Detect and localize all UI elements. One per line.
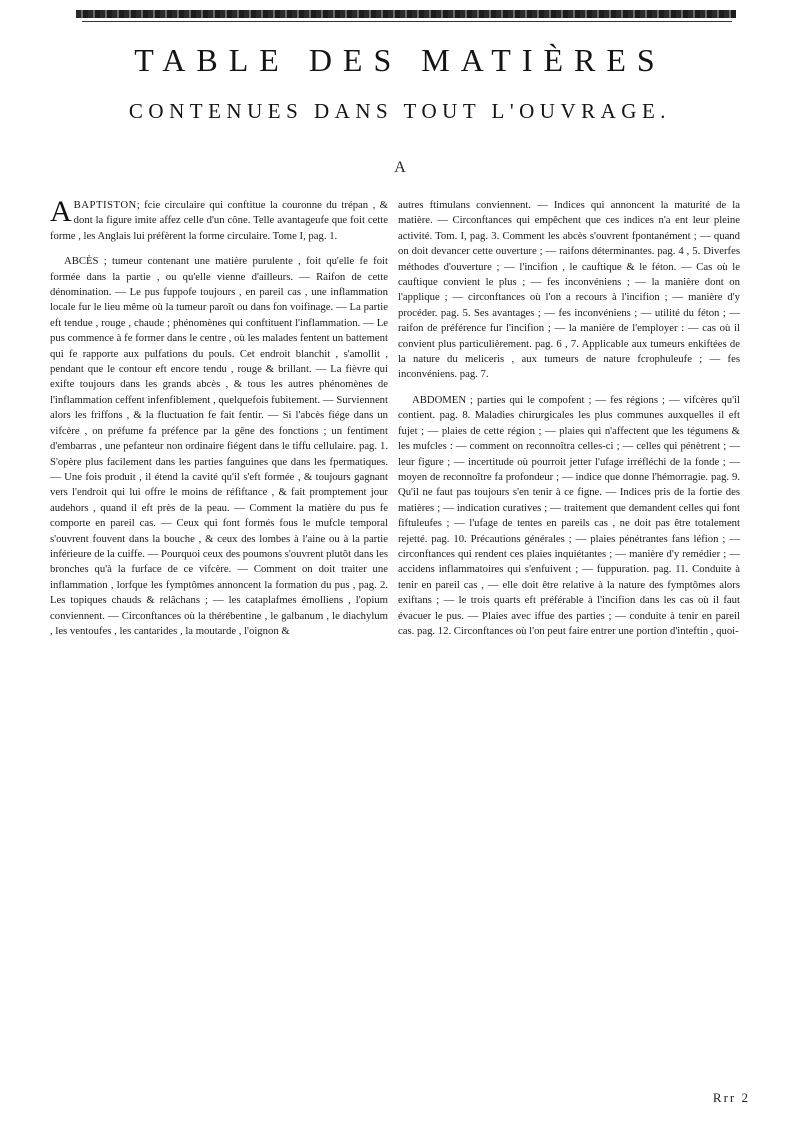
entry-headword: BAPTISTON	[73, 199, 137, 211]
thin-rule	[82, 21, 732, 22]
left-column	[50, 198, 388, 1108]
entry-text: ; fcie circulaire qui conftitue la couronne du trépan , & dont la figure imite affez celle d'un cône. Telle avantageufe que foit cette forme , les Anglais lui préfèrent la forme circulaire. Tome I, pag. 1.	[50, 199, 388, 242]
section-letter: A	[394, 159, 406, 176]
entry-abdomen: ABDOMEN ; parties qui le compofent ; — fes régions ; — vifcères qu'il contient. pag. 8. Maladies chirurgicales les plus communes auxquelles il eft fujet ; — plaies de cette région ; — plaies qui n'affectent que les tégumens & les mufcles : — comment on reconnoîtra celles-ci ; — celles qui pénètrent ; — leur figure ; — incertitude où pourroit jetter l'ufage irréfléchi de la fonde ; — moyen de reconnoître fa profondeur ; — indice que donne l'hémorragie. pag. 9. Qu'il ne faut pas toujours s'en tenir à ce figne. — Indices pris de la fortie des matières ; — indication curatives ; — traitement que demandent celles qui font fiftuleufes ; — l'ufage de tentes en pareils cas , ne doit pas être totalement rejetté. pag. 10. Précautions générales ; — plaies pénétrantes fans léfion ; — circonftances qui rendent ces plaies inquiétantes ; — manière d'y remédier ; — accidens inflammatoires qui s'enfuivent ; — fuppuration. pag. 11. Conduite à tenir en pareil cas , — elle doit être relative à la nature des fymptômes alors exiftans ; — le trois quarts eft préférable à l'incifion dans les cas où il faut évacuer le pus. — Plaies avec iffue des parties ; — conduite à tenir en pareil cas. pag. 12. Circonftances où l'on peut faire entrer une portion d'inteftin , quoi-	[398, 393, 740, 637]
page-subtitle: CONTENUES DANS TOUT L'OUVRAGE.	[128, 99, 672, 123]
drop-cap: A	[50, 198, 72, 228]
entry-abaptiston	[50, 198, 388, 244]
right-column	[398, 198, 740, 1108]
ornamental-rule	[76, 10, 736, 18]
page-title: TABLE DES MATIÈRES	[134, 42, 666, 78]
entry-abces-continued: autres ftimulans conviennent. — Indices qui annoncent la maturité de la matière. — Circonftances qui empêchent que ces indices n'a ent leur pleine activité. Tom. I, pag. 3. Comment les abcès s'ouvrent fpontanément ; — quand on doit devancer cette ouverture ; — raifons déterminantes. pag. 4 , 5. Diverfes méthodes d'ouverture ; — l'incifion , le cauftique & le féton. — Cas où le cauftique convient le plus ; — fes inconvéniens ; — la manière dont on l'applique ; — circonftances où l'on a recours à l'incifion ; — manière d'y procéder. pag. 5. Ses avantages ; — fes inconvéniens ; — utilité du féton ; — raifon de préférence fur l'incifion ; — la manière de l'employer : — cas où il convient plus particulièrement. pag. 6 , 7. Applicable aux tumeurs enkiftées de la nature du meliceris , aux tumeurs de nature fcrophuleufe ; — fes inconvéniens. pag. 7.	[398, 199, 740, 381]
entry-abces: ABCÈS ; tumeur contenant une matière purulente , foit qu'elle fe foit formée dans la partie , ou qu'elle vienne d'ailleurs. — Raifon de cette dénomination. — Le pus fuppofe toujours , en pareil cas , une inflammation locale fur le lieu même où la tumeur paroît ou dans fon voifinage. — La partie eft tendue , rouge , chaude ; phénomènes qui conftituent l'inflammation. — Le pus commence à fe former dans le centre , où les malades fentent un battement qui fe rapporte aux pulfations du pouls. Cet endroit blanchit , s'amollit , pendant que le contour eft encore tendu , rouge & brillant. — La fièvre qui exifte toujours dans les grands abcès , & tous les autres phénomènes de l'inflammation ceffent infenfiblement , quelquefois fubitement. — Surviennent alors les friffons , & la fluctuation fe fait fentir. — Si l'abcès fiége dans un vifcère , on préfume fa préfence par la gêne des fonctions ; un fentiment d'embarras , une pefanteur non ordinaire fiégent dans le tiffu cellulaire. pag. 1. S'opère plus facilement dans les parties fanguines que dans les fpermatiques. — Une fois produit , il étend la cavité qu'il s'eft formée , & toujours gagnant vers l'endroit qui lui offre le moins de réfiftance , & fait promptement jour audehors , quand il eft près de la peau. — Comment la matière du pus fe comporte en pareil cas. — Ceux qui font formés fous le mufcle temporal s'ouvrent fouvent dans la bouche , & ceux des lombes à l'aine ou à la partie inférieure de la cuiffe. — Pourquoi ceux des poumons s'ouvrent plutôt dans les bronches qu'à la furface de ce vifcère. — Comment on doit traiter une inflammation , lorfque les fymptômes annoncent la formation du pus , pag. 2. Les topiques chauds & relâchans ; — les cataplafmes émolliens , l'opium conviennent. — Circonftances où la thérébentine , le galbanum , le diachylum , les ventoufes , les cantarides , la moutarde , l'oignon &	[50, 255, 388, 637]
signature-mark: Rrr 2	[712, 1090, 750, 1105]
